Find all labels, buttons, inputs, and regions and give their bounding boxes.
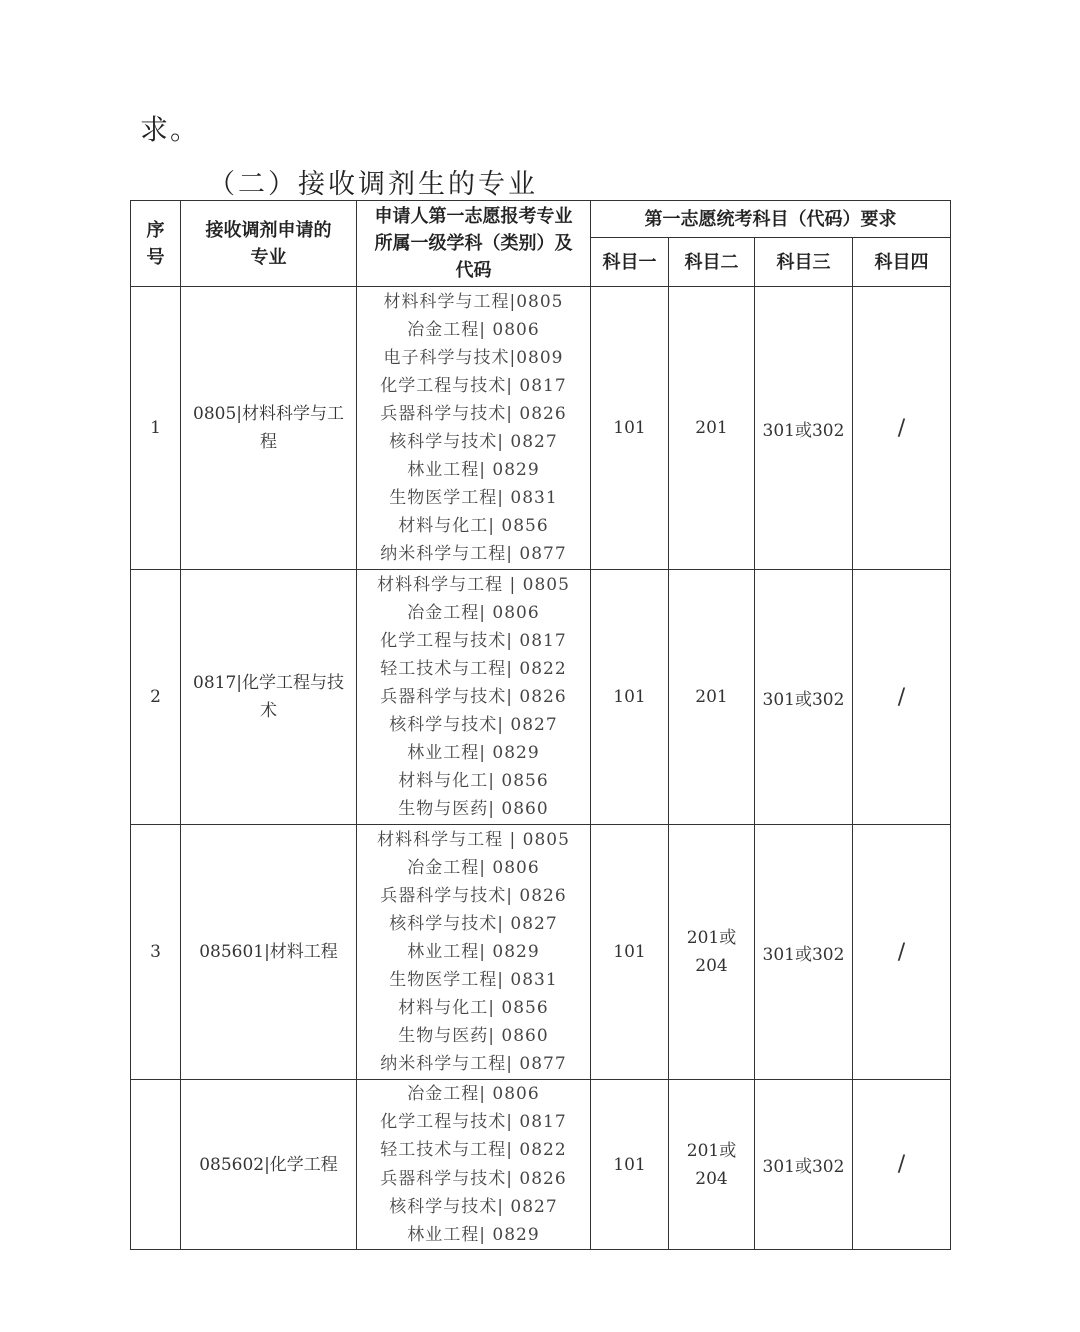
adjustment-majors-table — [130, 200, 951, 1250]
row-first-choice-list — [357, 570, 591, 825]
first-choice-item: 轻工技术与工程| 0822 — [380, 1140, 567, 1161]
first-choice-item: 兵器科学与技术| 0826 — [380, 885, 567, 906]
row-seq: 2 — [131, 570, 181, 825]
header-subject-2: 科目二 — [669, 238, 755, 287]
table-row — [131, 1080, 951, 1250]
row-seq — [131, 1080, 181, 1250]
row-receiving-major: 0817|化学工程与技术 — [181, 570, 357, 825]
row-subject-1: 101 — [591, 570, 669, 825]
first-choice-item: 材料与化工| 0856 — [398, 771, 549, 792]
row-receiving-major: 085602|化学工程 — [181, 1080, 357, 1250]
first-choice-item: 林业工程| 0829 — [407, 1224, 540, 1245]
header-subject-3: 科目三 — [755, 238, 853, 287]
first-choice-item: 核科学与技术| 0827 — [389, 913, 558, 934]
section-heading: （二）接收调剂生的专业 — [208, 169, 538, 200]
first-choice-item: 冶金工程| 0806 — [407, 602, 540, 623]
first-choice-item: 兵器科学与技术| 0826 — [380, 403, 567, 424]
first-choice-item: 化学工程与技术| 0817 — [380, 375, 567, 396]
first-choice-item: 轻工技术与工程| 0822 — [380, 658, 567, 679]
row-subject-3: 301或302 — [755, 287, 853, 570]
header-exam-group: 第一志愿统考科目（代码）要求 — [591, 201, 951, 238]
row-seq: 1 — [131, 287, 181, 570]
first-choice-item: 冶金工程| 0806 — [407, 1084, 540, 1105]
header-first-choice: 申请人第一志愿报考专业所属一级学科（类别）及代码 — [357, 201, 591, 287]
table-row — [131, 825, 951, 1080]
first-choice-item: 林业工程| 0829 — [407, 743, 540, 764]
first-choice-item: 材料科学与工程|0805 — [383, 291, 564, 312]
row-receiving-major: 085601|材料工程 — [181, 825, 357, 1080]
row-subject-2: 201 — [669, 287, 755, 570]
first-choice-item: 兵器科学与技术| 0826 — [380, 1168, 567, 1189]
header-subject-4: 科目四 — [853, 238, 951, 287]
first-choice-item: 材料科学与工程 | 0805 — [377, 829, 570, 850]
row-subject-2: 201或204 — [669, 825, 755, 1080]
row-first-choice-list — [357, 1080, 591, 1250]
row-seq: 3 — [131, 825, 181, 1080]
first-choice-item: 生物医学工程| 0831 — [389, 970, 558, 991]
table-row — [131, 570, 951, 825]
first-choice-item: 化学工程与技术| 0817 — [380, 630, 567, 651]
row-subject-2: 201或204 — [669, 1080, 755, 1250]
first-choice-item: 纳米科学与工程| 0877 — [380, 1054, 567, 1075]
first-choice-item: 冶金工程| 0806 — [407, 319, 540, 340]
row-subject-1: 101 — [591, 825, 669, 1080]
header-subject-1: 科目一 — [591, 238, 669, 287]
header-receiving-major: 接收调剂申请的专业 — [181, 201, 357, 287]
row-subject-4: / — [853, 287, 951, 570]
first-choice-item: 兵器科学与技术| 0826 — [380, 686, 567, 707]
first-choice-item: 材料与化工| 0856 — [398, 516, 549, 537]
first-choice-item: 生物与医药| 0860 — [398, 799, 549, 820]
first-choice-item: 材料与化工| 0856 — [398, 998, 549, 1019]
row-receiving-major: 0805|材料科学与工程 — [181, 287, 357, 570]
first-choice-item: 冶金工程| 0806 — [407, 857, 540, 878]
row-subject-1: 101 — [591, 287, 669, 570]
row-subject-2: 201 — [669, 570, 755, 825]
lead-text: 求。 — [140, 113, 201, 146]
first-choice-item: 纳米科学与工程| 0877 — [380, 544, 567, 565]
row-subject-3: 301或302 — [755, 825, 853, 1080]
first-choice-item: 核科学与技术| 0827 — [389, 715, 558, 736]
first-choice-item: 林业工程| 0829 — [407, 941, 540, 962]
row-subject-1: 101 — [591, 1080, 669, 1250]
row-first-choice-list — [357, 287, 591, 570]
first-choice-item: 化学工程与技术| 0817 — [380, 1112, 567, 1133]
row-subject-4: / — [853, 570, 951, 825]
first-choice-item: 材料科学与工程 | 0805 — [377, 574, 570, 595]
first-choice-item: 电子科学与技术|0809 — [383, 347, 564, 368]
first-choice-item: 核科学与技术| 0827 — [389, 432, 558, 452]
first-choice-item: 生物医学工程| 0831 — [389, 488, 558, 509]
row-subject-3: 301或302 — [755, 570, 853, 825]
table-row — [131, 287, 951, 570]
row-subject-3: 301或302 — [755, 1080, 853, 1250]
first-choice-item: 林业工程| 0829 — [407, 460, 540, 481]
header-seq: 序号 — [131, 201, 181, 287]
row-subject-4: / — [853, 1080, 951, 1250]
row-first-choice-list — [357, 825, 591, 1080]
row-subject-4: / — [853, 825, 951, 1080]
first-choice-item: 生物与医药| 0860 — [398, 1026, 549, 1047]
first-choice-item: 核科学与技术| 0827 — [389, 1196, 558, 1217]
